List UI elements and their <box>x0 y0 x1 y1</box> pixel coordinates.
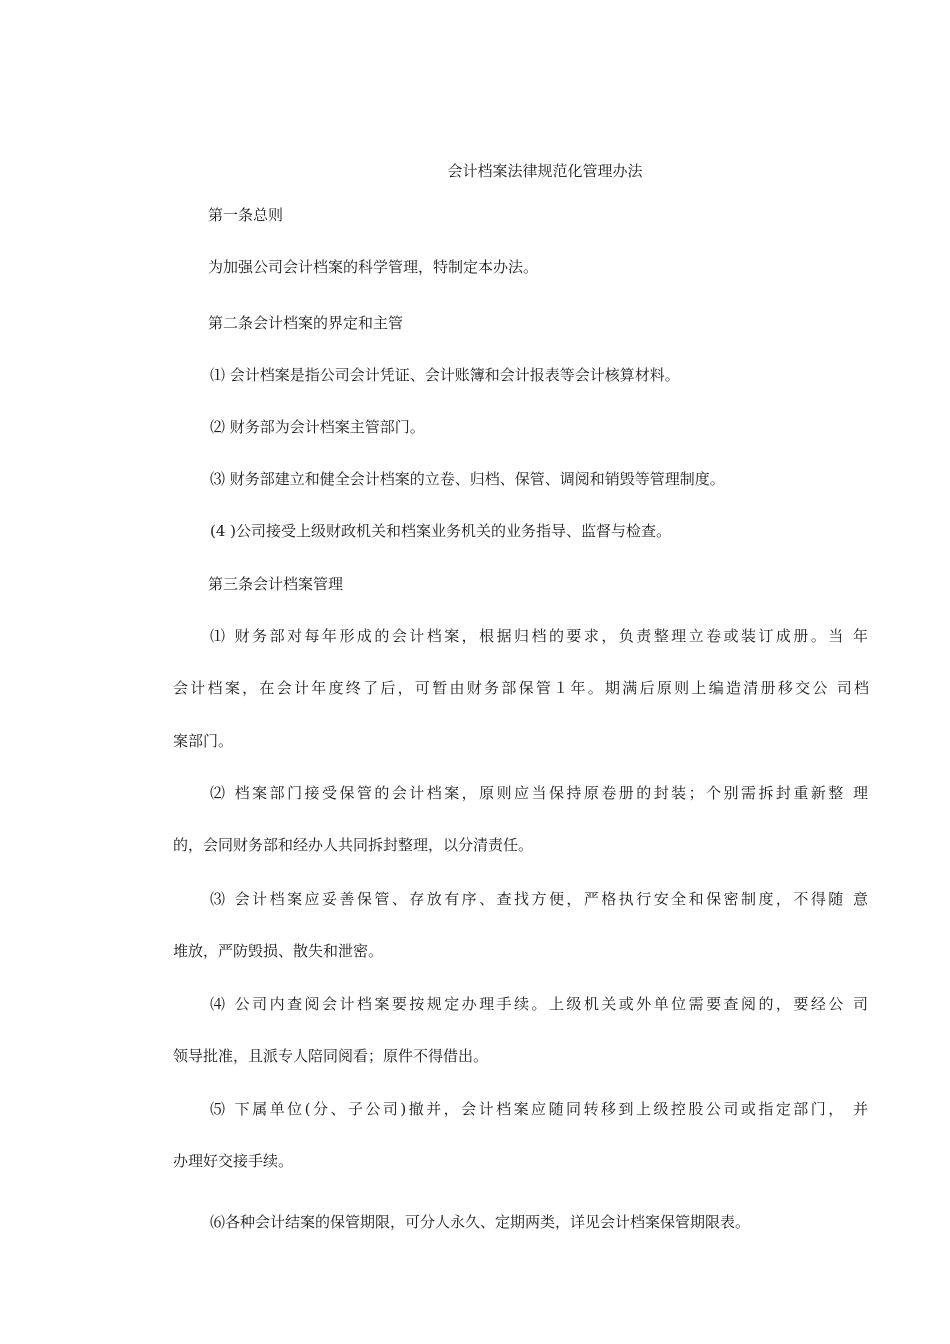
section-heading: 第三条会计档案管理 <box>208 575 344 593</box>
paragraph-line: 案部门。 <box>173 732 234 750</box>
section-heading: 第二条会计档案的界定和主管 <box>208 314 404 332</box>
paragraph-line: 办理好交接手续。 <box>173 1152 294 1170</box>
paragraph-line: 的，会同财务部和经办人共同拆封整理，以分清责任。 <box>173 836 534 854</box>
document-title: 会计档案法律规范化管理办法 <box>447 162 643 180</box>
list-item: ⑴ 会计档案是指公司会计凭证、会计账簿和会计报表等会计核算材料。 <box>210 366 680 384</box>
paragraph-line: ⑵ 档案部门接受保管的会计档案，原则应当保持原卷册的封装；个别需拆封重新整 理 <box>210 784 868 802</box>
paragraph-line: 会计档案，在会计年度终了后，可暂由财务部保管１年。期满后原则上编造清册移交公 司档 <box>173 679 869 697</box>
list-item: ⑵ 财务部为会计档案主管部门。 <box>210 418 425 436</box>
list-item: (4 )公司接受上级财政机关和档案业务机关的业务指导、监督与检查。 <box>210 522 672 540</box>
section-heading: 第一条总则 <box>208 206 284 224</box>
list-item: ⑶ 财务部建立和健全会计档案的立卷、归档、保管、调阅和销毁等管理制度。 <box>210 470 725 488</box>
paragraph-line: 堆放，严防毁损、散失和泄密。 <box>173 942 384 960</box>
paragraph: 为加强公司会计档案的科学管理，特制定本办法。 <box>208 258 539 276</box>
paragraph-line: ⑸ 下属单位(分、子公司)撤并，会计档案应随同转移到上级控股公司或指定部门， 并 <box>210 1100 868 1118</box>
paragraph-line: ⑶ 会计档案应妥善保管、存放有序、查找方便，严格执行安全和保密制度，不得随 意 <box>210 890 868 908</box>
paragraph-line: 领导批准，且派专人陪同阅看；原件不得借出。 <box>173 1047 489 1065</box>
paragraph-line: ⑴ 财务部对每年形成的会计档案，根据归档的要求，负责整理立卷或装订成册。当 年 <box>210 627 868 645</box>
paragraph-line: ⑹各种会计结案的保管期限，可分人永久、定期两类，详见会计档案保管期限表。 <box>210 1213 751 1231</box>
paragraph-line: ⑷ 公司内查阅会计档案要按规定办理手续。上级机关或外单位需要查阅的，要经公 司 <box>210 995 868 1013</box>
